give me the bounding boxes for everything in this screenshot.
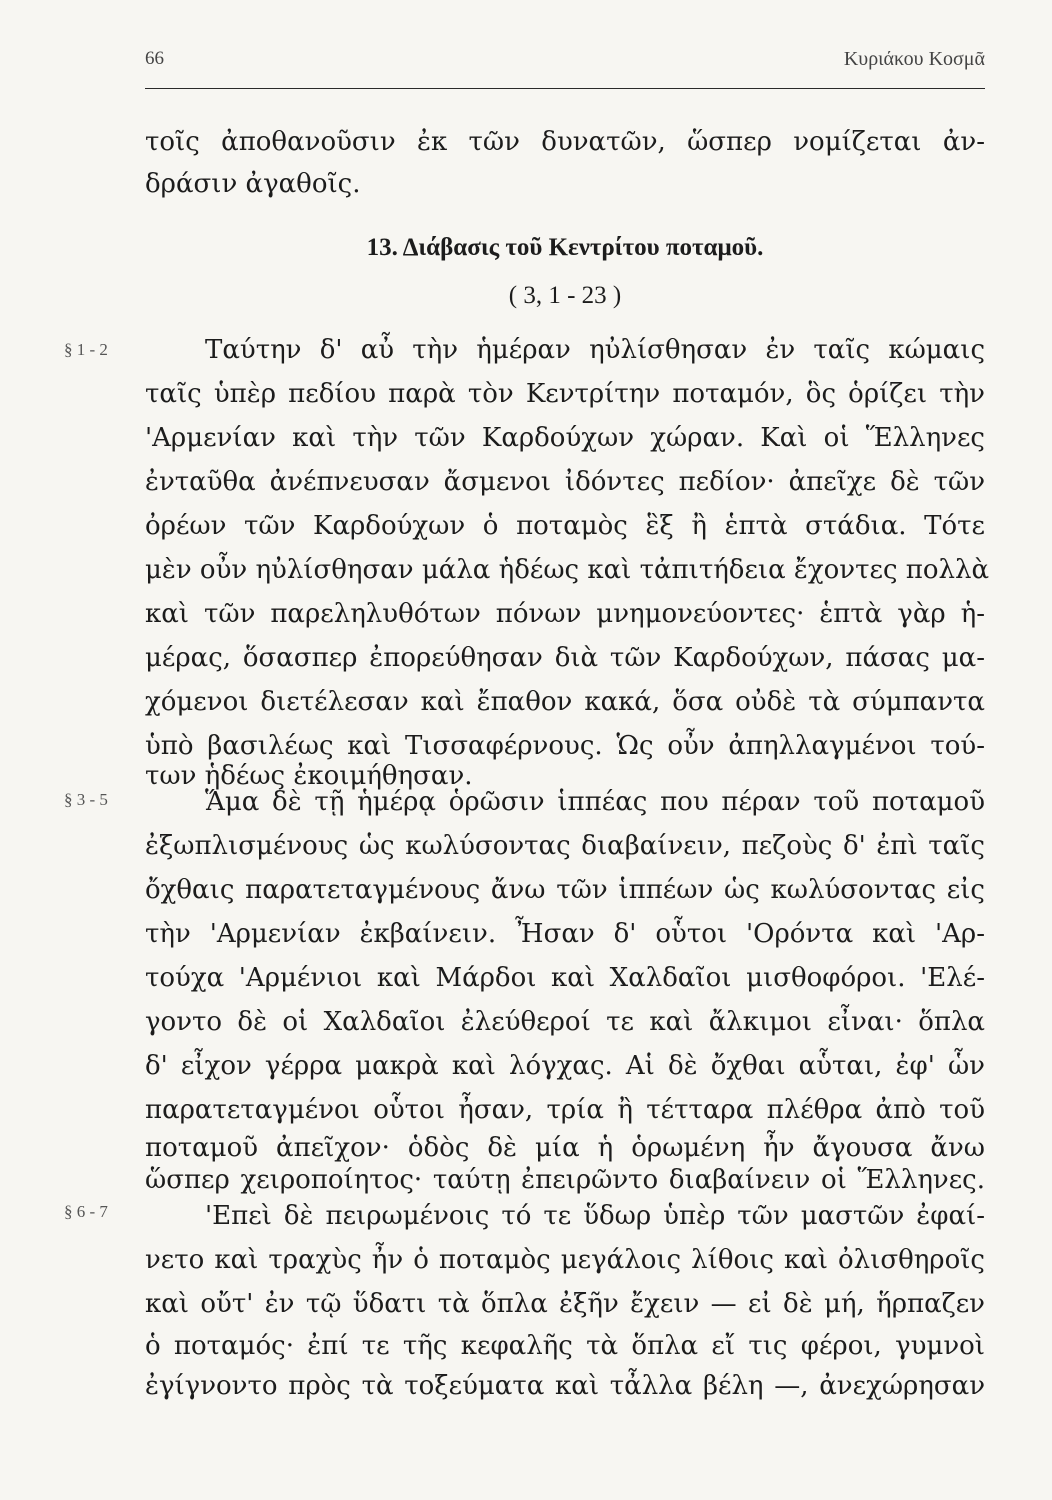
text-line: γοντο δὲ οἱ Χαλδαῖοι ἐλεύθεροί τε καὶ ἄλκιμοι εἶναι· ὅπλα [145, 1007, 985, 1037]
text-line: ἐνταῦθα ἀνέπνευσαν ἄσμενοι ἰδόντες πεδίον· ἀπεῖχε δὲ τῶν [145, 467, 985, 497]
page-header [145, 48, 985, 89]
text-line: μέρας, ὅσασπερ ἐπορεύθησαν διὰ τῶν Καρδούχων, πάσας μα- [145, 643, 985, 673]
text-line: ὑπὸ βασιλέως καὶ Τισσαφέρνους. Ὡς οὖν ἀπηλλαγμένοι τού- [145, 731, 985, 761]
section-title: 13. Διάβασις τοῦ Κεντρίτου ποταμοῦ. [366, 234, 764, 261]
text-line: των ἡδέως ἐκοιμήθησαν. [145, 761, 473, 791]
text-line: δ' εἶχον γέρρα μακρὰ καὶ λόγχας. Αἱ δὲ ὄχθαι αὗται, ἐφ' ὧν [145, 1051, 985, 1081]
margin-note-1-2: § 1 - 2 [64, 340, 108, 359]
text-line: καὶ τῶν παρεληλυθότων πόνων μνημονεύοντες· ἑπτὰ γὰρ ἡ- [145, 599, 985, 629]
text-line: δράσιν ἀγαθοῖς. [145, 169, 361, 199]
text-line: 'Αρμενίαν καὶ τὴν τῶν Καρδούχων χώραν. Καὶ οἱ Ἕλληνες [145, 423, 985, 453]
text-line: Ἅμα δὲ τῇ ἡμέρᾳ ὁρῶσιν ἱππέας που πέραν τοῦ ποταμοῦ [205, 787, 985, 817]
running-title: Κυριάκου Κοσμᾶ [843, 48, 985, 70]
page-number: 66 [145, 48, 164, 69]
margin-note-6-7: § 6 - 7 [64, 1202, 108, 1221]
text-line: ὄχθαις παρατεταγμένους ἄνω τῶν ἱππέων ὡς κωλύσοντας εἰς [145, 875, 985, 905]
text-line: ὥσπερ χειροποίητος· ταύτῃ ἐπειρῶντο διαβαίνειν οἱ Ἕλληνες. [145, 1165, 985, 1195]
text-line: ἐξωπλισμένους ὡς κωλύσοντας διαβαίνειν, πεζοὺς δ' ἐπὶ ταῖς [145, 831, 985, 861]
text-line: ὀρέων τῶν Καρδούχων ὁ ποταμὸς ἓξ ἢ ἑπτὰ στάδια. Τότε [145, 511, 985, 541]
text-line: χόμενοι διετέλεσαν καὶ ἔπαθον κακά, ὅσα οὐδὲ τὰ σύμπαντα [145, 687, 985, 717]
text-line: τὴν 'Αρμενίαν ἐκβαίνειν. Ἦσαν δ' οὗτοι 'Ορόντα καὶ 'Αρ- [145, 919, 985, 949]
text-line: Ταύτην δ' αὖ τὴν ἡμέραν ηὐλίσθησαν ἐν ταῖς κώμαις [205, 335, 985, 365]
text-line: παρατεταγμένοι οὗτοι ἦσαν, τρία ἢ τέτταρα πλέθρα ἀπὸ τοῦ [145, 1095, 985, 1125]
text-line: καὶ οὔτ' ἐν τῷ ὕδατι τὰ ὅπλα ἐξῆν ἔχειν — εἰ δὲ μή, ἥρπαζεν [145, 1289, 985, 1319]
text-line: ἐγίγνοντο πρὸς τὰ τοξεύματα καὶ τἆλλα βέλη —, ἀνεχώρησαν [145, 1371, 985, 1401]
text-line: μὲν οὖν ηὐλίσθησαν μάλα ἡδέως καὶ τἀπιτήδεια ἔχοντες πολλὰ [145, 555, 990, 585]
text-line: ταῖς ὑπὲρ πεδίου παρὰ τὸν Κεντρίτην ποταμόν, ὃς ὁρίζει τὴν [145, 379, 985, 409]
text-line: ποταμοῦ ἀπεῖχον· ὁδὸς δὲ μία ἡ ὁρωμένη ἦν ἄγουσα ἄνω [145, 1133, 985, 1163]
text-line: ὁ ποταμός· ἐπί τε τῆς κεφαλῆς τὰ ὅπλα εἴ τις φέροι, γυμνοὶ [145, 1331, 985, 1361]
text-line: νετο καὶ τραχὺς ἦν ὁ ποταμὸς μεγάλοις λίθοις καὶ ὀλισθηροῖς [145, 1245, 985, 1275]
text-line: 'Επεὶ δὲ πειρωμένοις τό τε ὕδωρ ὑπὲρ τῶν μαστῶν ἐφαί- [205, 1201, 985, 1231]
margin-note-3-5: § 3 - 5 [64, 790, 108, 809]
section-reference: ( 3, 1 - 23 ) [508, 282, 622, 309]
text-line: τούχα 'Αρμένιοι καὶ Μάρδοι καὶ Χαλδαῖοι μισθοφόροι. 'Ελέ- [145, 963, 985, 993]
text-line: τοῖς ἀποθανοῦσιν ἐκ τῶν δυνατῶν, ὥσπερ νομίζεται ἀν- [145, 127, 985, 157]
